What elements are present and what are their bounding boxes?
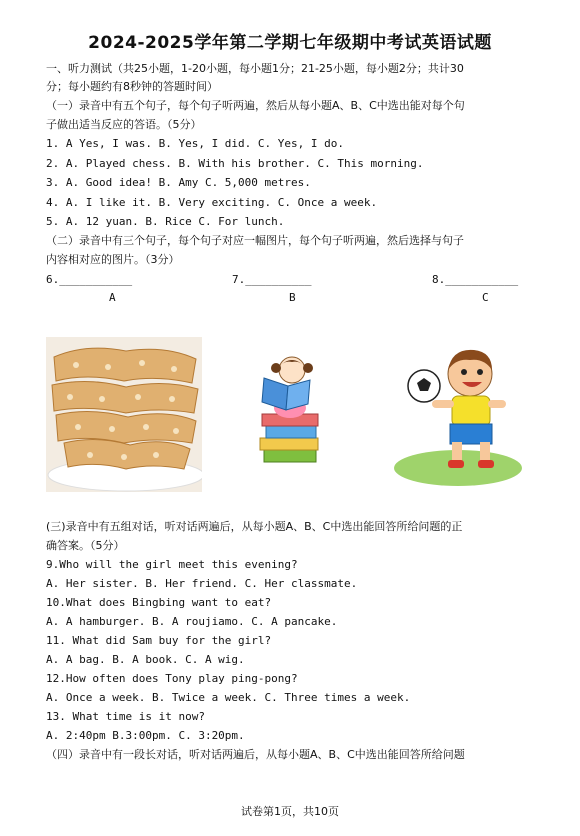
part1-intro-line-1: （一）录音中有五个句子，每个句子听两遍，然后从每小题A、B、C中选出能对每个句 bbox=[46, 99, 465, 112]
question-4: 4. A. I like it. B. Very exciting. C. Once a week. bbox=[46, 196, 378, 209]
part3-intro-line-1: (三)录音中有五组对话，听对话两遍后，从每小题A、B、C中选出能回答所给问题的正 bbox=[46, 520, 463, 533]
question-10: 10.What does Bingbing want to eat? bbox=[46, 596, 272, 609]
answer-blank-6[interactable]: 6.___________ bbox=[46, 273, 133, 286]
answer-blank-7[interactable]: 7.__________ bbox=[232, 273, 312, 286]
question-10-options: A. A hamburger. B. A roujiamo. C. A pancake. bbox=[46, 615, 338, 628]
question-1: 1. A Yes, I was. B. Yes, I did. C. Yes, I do. bbox=[46, 137, 345, 150]
boy-football-picture bbox=[392, 342, 524, 488]
picture-label-c: C bbox=[482, 291, 489, 304]
picture-label-a: A bbox=[109, 291, 116, 304]
part3-intro-line-2: 确答案。（5分） bbox=[46, 539, 125, 552]
page-title: 2024-2025学年第二学期七年级期中考试英语试题 bbox=[88, 33, 492, 53]
part4-intro-line-1: （四）录音中有一段长对话，听对话两遍后，从每小题A、B、C中选出能回答所给问题 bbox=[46, 748, 465, 761]
question-5: 5. A. 12 yuan. B. Rice C. For lunch. bbox=[46, 215, 285, 228]
answer-blank-8[interactable]: 8.___________ bbox=[432, 273, 519, 286]
question-12: 12.How often does Tony play ping-pong? bbox=[46, 672, 298, 685]
part2-intro-line-1: （二）录音中有三个句子，每个句子对应一幅图片，每个句子听两遍，然后选择与句子 bbox=[46, 234, 464, 247]
question-11: 11. What did Sam buy for the girl? bbox=[46, 634, 272, 647]
question-3: 3. A. Good idea! B. Amy C. 5,000 metres. bbox=[46, 176, 311, 189]
part2-intro-line-2: 内容相对应的图片。（3分） bbox=[46, 253, 180, 266]
pancake-picture bbox=[46, 337, 202, 492]
question-9-options: A. Her sister. B. Her friend. C. Her classmate. bbox=[46, 577, 358, 590]
question-9: 9.Who will the girl meet this evening? bbox=[46, 558, 298, 571]
question-2: 2. A. Played chess. B. With his brother. C. This morning. bbox=[46, 157, 424, 170]
section-header-line-2: 分；每小题约有8秒钟的答题时间） bbox=[46, 80, 218, 93]
part1-intro-line-2: 子做出适当反应的答语。（5分） bbox=[46, 118, 202, 131]
girl-reading-picture bbox=[250, 350, 334, 465]
question-13: 13. What time is it now? bbox=[46, 710, 205, 723]
page-footer: 试卷第1页，共10页 bbox=[241, 805, 339, 818]
question-12-options: A. Once a week. B. Twice a week. C. Three times a week. bbox=[46, 691, 411, 704]
question-13-options: A. 2:40pm B.3:00pm. C. 3:20pm. bbox=[46, 729, 245, 742]
question-11-options: A. A bag. B. A book. C. A wig. bbox=[46, 653, 245, 666]
section-header-line-1: 一、听力测试（共25小题，1-20小题，每小题1分；21-25小题，每小题2分；共计30 bbox=[46, 62, 464, 75]
picture-label-b: B bbox=[289, 291, 296, 304]
